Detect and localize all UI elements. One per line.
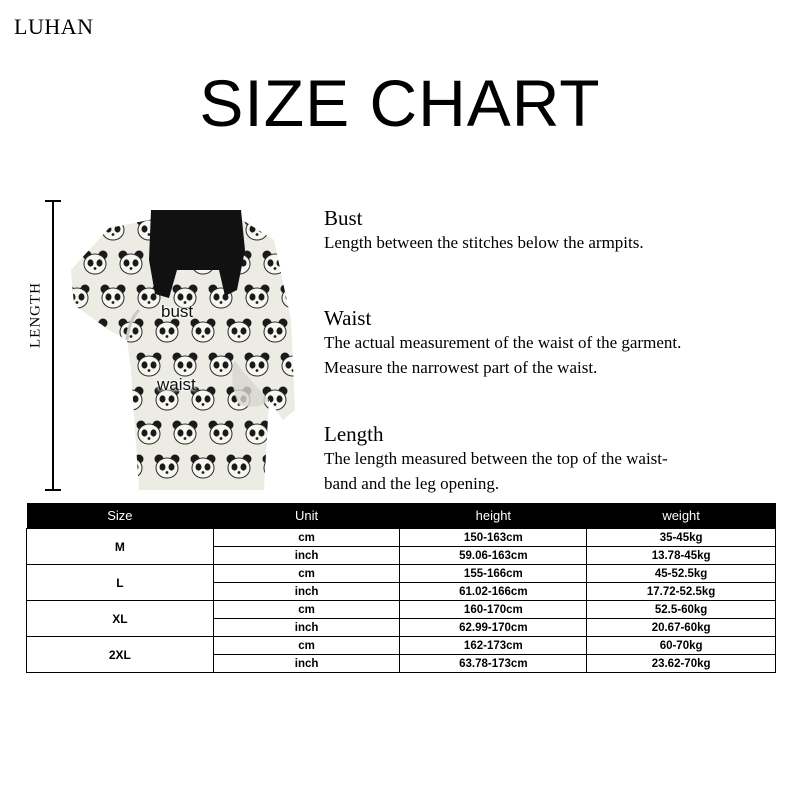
panda-face-icon (209, 353, 234, 377)
size-cell: 2XL (27, 637, 214, 673)
waist-text-line-1: The actual measurement of the waist of the garment. (324, 333, 682, 352)
panda-face-icon (245, 353, 270, 377)
bust-text: Length between the stitches below the armpits. (324, 233, 644, 252)
panda-face-icon (83, 251, 108, 275)
length-description (324, 422, 668, 496)
unit-cell: inch (213, 655, 400, 673)
height-cell: 155-166cm (400, 565, 587, 583)
panda-face-icon (101, 285, 126, 309)
brand-logo: LUHAN (14, 14, 94, 39)
panda-face-icon (173, 421, 198, 445)
panda-face-icon (155, 455, 180, 479)
height-cell: 162-173cm (400, 637, 587, 655)
table-row (27, 601, 776, 619)
weight-cell: 23.62-70kg (587, 655, 776, 673)
panda-face-icon (245, 285, 270, 309)
header-unit: Unit (213, 503, 400, 529)
panda-face-icon (245, 421, 270, 445)
size-cell: XL (27, 601, 214, 637)
panda-face-icon (191, 455, 216, 479)
weight-cell: 60-70kg (587, 637, 776, 655)
height-cell: 150-163cm (400, 529, 587, 547)
waist-description (324, 306, 681, 380)
unit-cell: cm (213, 565, 400, 583)
unit-cell: inch (213, 583, 400, 601)
height-cell: 62.99-170cm (400, 619, 587, 637)
bust-description (324, 206, 644, 255)
size-cell: L (27, 565, 214, 601)
unit-cell: cm (213, 529, 400, 547)
length-line (52, 201, 54, 491)
page-title: SIZE CHART (199, 66, 601, 140)
header-size: Size (27, 503, 214, 529)
height-cell: 59.06-163cm (400, 547, 587, 565)
bust-label: bust (161, 302, 194, 321)
panda-face-icon (119, 251, 144, 275)
length-tick-bottom (45, 489, 61, 491)
size-cell: M (27, 529, 214, 565)
height-cell: 61.02-166cm (400, 583, 587, 601)
product-photo (69, 210, 295, 490)
panda-face-icon (209, 421, 234, 445)
weight-cell: 45-52.5kg (587, 565, 776, 583)
waist-text-line-2: Measure the narrowest part of the waist. (324, 358, 598, 377)
size-table (26, 503, 776, 673)
weight-cell: 13.78-45kg (587, 547, 776, 565)
table-header-row (27, 503, 776, 529)
panda-face-icon (227, 319, 252, 343)
panda-face-icon (173, 353, 198, 377)
panda-face-icon (155, 319, 180, 343)
panda-face-icon (191, 319, 216, 343)
length-text-line-2: band and the leg opening. (324, 474, 500, 493)
height-cell: 160-170cm (400, 601, 587, 619)
panda-face-icon (137, 421, 162, 445)
height-cell: 63.78-173cm (400, 655, 587, 673)
length-text-line-1: The length measured between the top of the waist- (324, 449, 668, 468)
unit-cell: inch (213, 619, 400, 637)
table-row (27, 637, 776, 655)
bust-heading: Bust (324, 206, 363, 230)
unit-cell: cm (213, 637, 400, 655)
weight-cell: 35-45kg (587, 529, 776, 547)
panda-face-icon (263, 319, 288, 343)
panda-face-icon (137, 353, 162, 377)
unit-cell: cm (213, 601, 400, 619)
length-heading: Length (324, 422, 384, 446)
waist-heading: Waist (324, 306, 372, 330)
table-row (27, 529, 776, 547)
weight-cell: 52.5-60kg (587, 601, 776, 619)
unit-cell: inch (213, 547, 400, 565)
waist-label: waist (157, 375, 196, 394)
header-height: height (400, 503, 587, 529)
table-row (27, 565, 776, 583)
weight-cell: 17.72-52.5kg (587, 583, 776, 601)
weight-cell: 20.67-60kg (587, 619, 776, 637)
panda-face-icon (227, 455, 252, 479)
header-weight: weight (587, 503, 776, 529)
